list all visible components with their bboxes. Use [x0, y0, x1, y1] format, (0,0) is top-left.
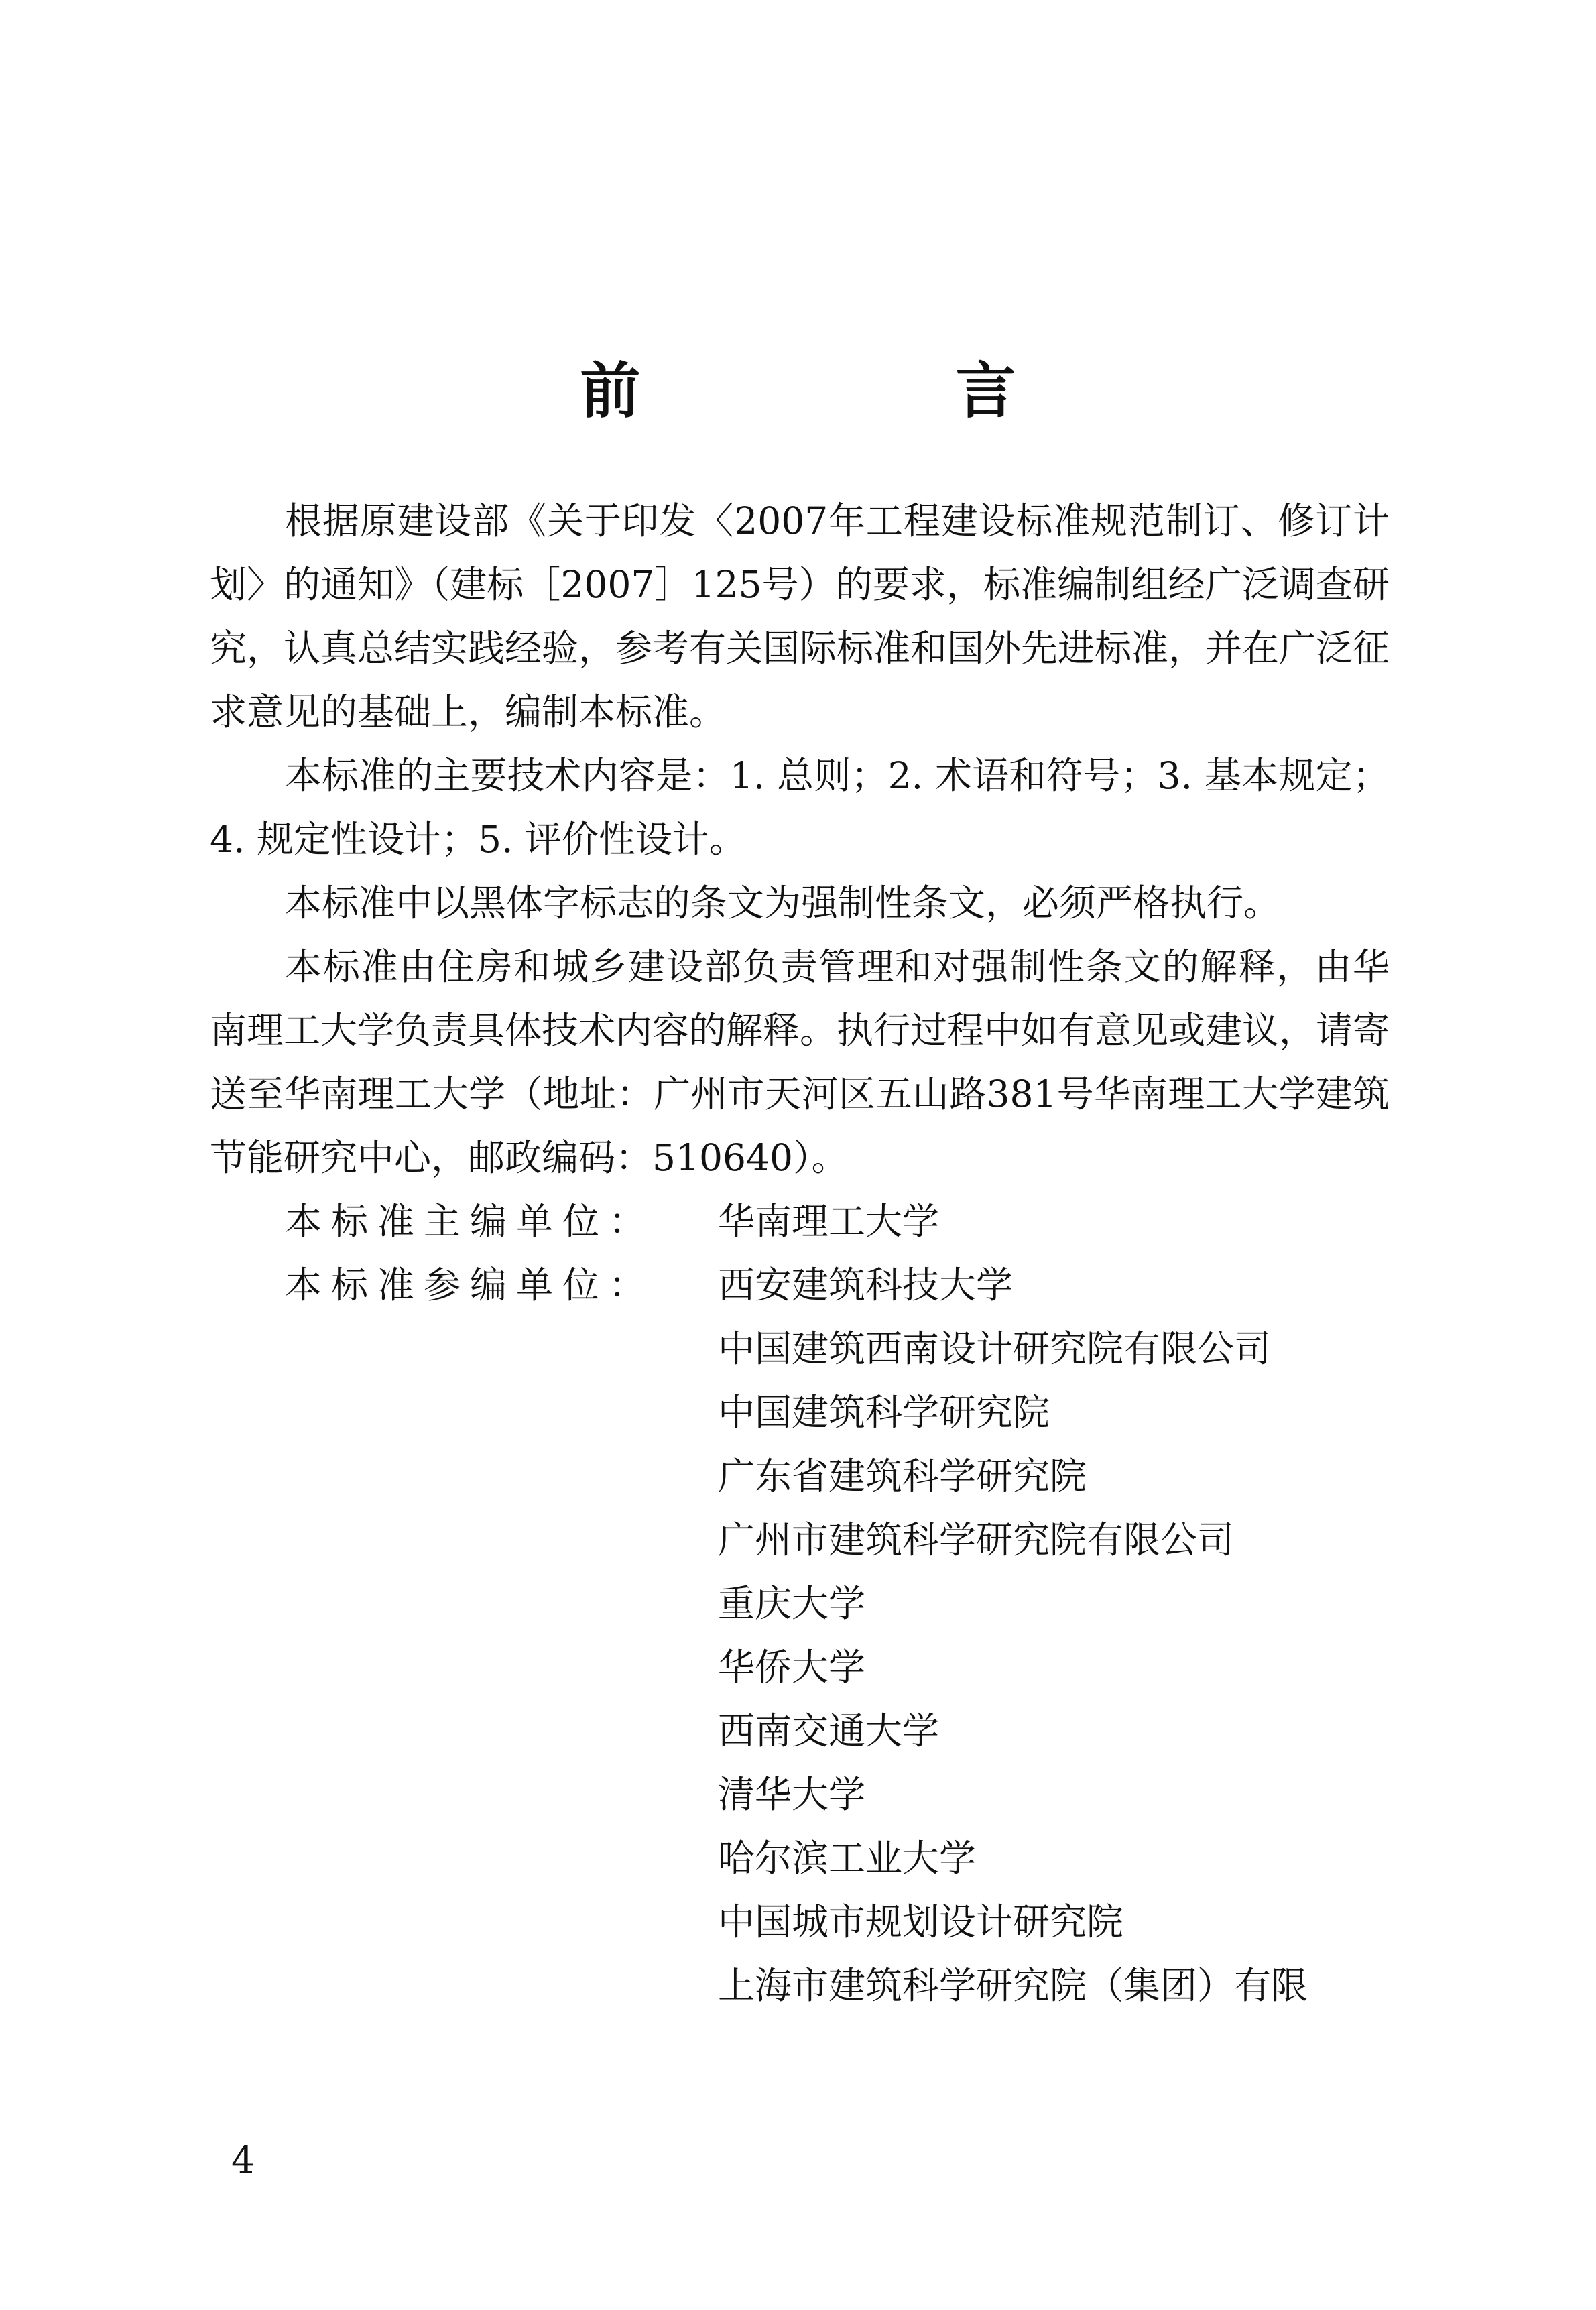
list-item: 中国建筑西南设计研究院有限公司: [718, 1327, 1272, 1370]
paragraph: 本标准中以黑体字标志的条文为强制性条文，必须严格执行。: [285, 882, 1281, 924]
paragraph: 本标准的主要技术内容是：1. 总则；2. 术语和符号；3. 基本规定；4. 规定性设计；5. 评价性设计。: [210, 754, 1390, 861]
paragraph: 本标准由住房和城乡建设部负责管理和对强制性条文的解释，由华南理工大学负责具体技术内容的解释。执行过程中如有意见或建议，请寄送至华南理工大学（地址：广州市天河区五山路381号华南理工大学建筑节能研究中心，邮政编码：510640）。: [210, 945, 1390, 1179]
list-item: 重庆大学: [718, 1582, 866, 1625]
preface-body: [210, 489, 1390, 2018]
paragraph: 根据原建设部《关于印发〈2007年工程建设标准规范制订、修订计划〉的通知》（建标［2007］125号）的要求，标准编制组经广泛调查研究，认真总结实践经验，参考有关国际标准和国外先进标准，并在广泛征求意见的基础上，编制本标准。: [210, 499, 1390, 733]
chief-unit-value: 华南理工大学: [718, 1200, 940, 1243]
participating-unit-label: 本标准参编单位：: [285, 1264, 656, 1306]
participating-unit-row: [210, 1254, 1390, 1317]
list-item: 广东省建筑科学研究院: [718, 1455, 1087, 1498]
list-item: 哈尔滨工业大学: [718, 1837, 977, 1880]
chief-unit-label: 本标准主编单位：: [285, 1200, 656, 1243]
participating-unit-first: 西安建筑科技大学: [718, 1264, 1014, 1306]
page-title: 前 言: [580, 356, 1144, 427]
participating-unit-list: [210, 1317, 1390, 2018]
list-item: 西南交通大学: [718, 1709, 940, 1752]
list-item: 中国建筑科学研究院: [718, 1391, 1050, 1434]
list-item: 广州市建筑科学研究院有限公司: [718, 1518, 1235, 1561]
list-item: 中国城市规划设计研究院: [718, 1900, 1124, 1943]
list-item: 华侨大学: [718, 1646, 866, 1689]
list-item: 清华大学: [718, 1773, 866, 1816]
page-number: 4: [231, 2138, 255, 2181]
list-item: 上海市建筑科学研究院（集团）有限: [718, 1964, 1308, 2007]
chief-unit-row: [210, 1190, 1390, 1254]
